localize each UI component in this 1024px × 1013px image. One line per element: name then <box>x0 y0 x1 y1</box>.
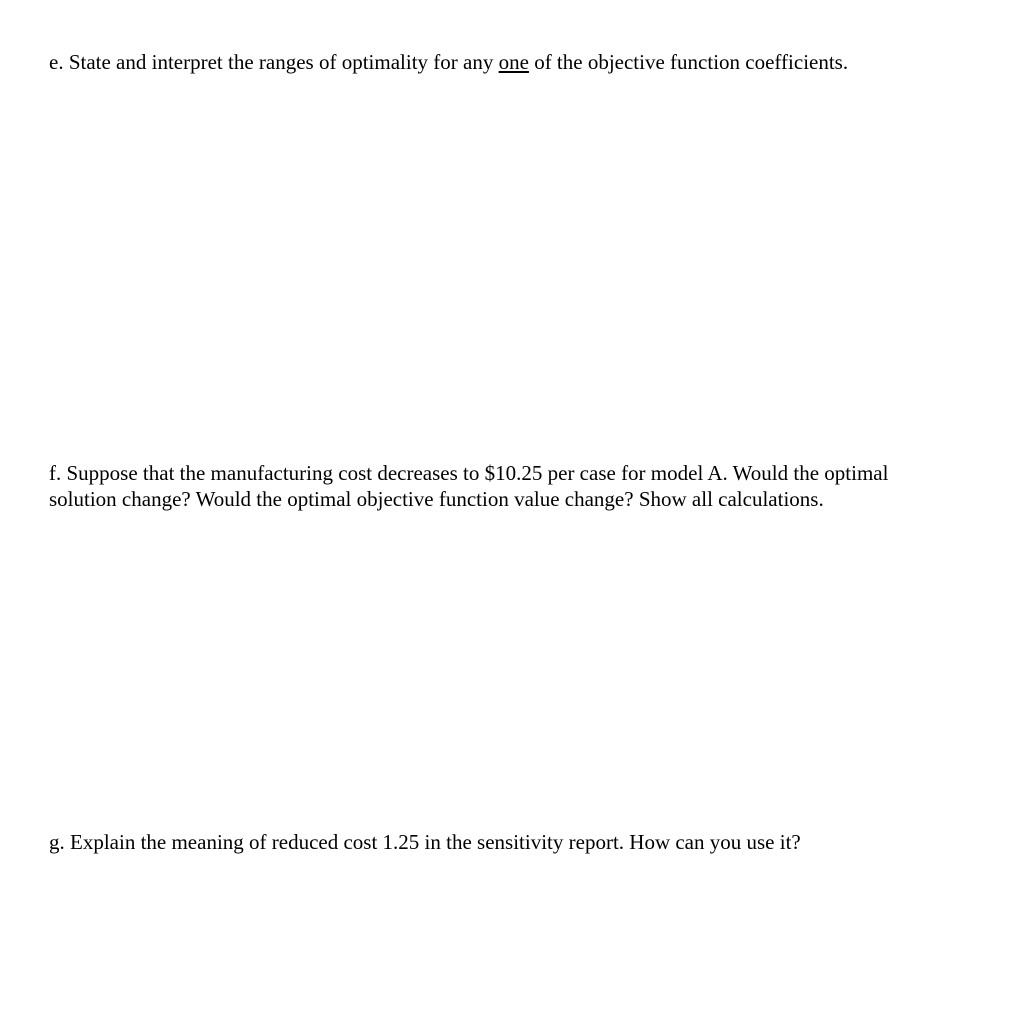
question-f-line-1: f. Suppose that the manufacturing cost decreases to $10.25 per case for model A. Would the optimal <box>49 461 889 485</box>
question-e-text-end: of the objective function coefficients. <box>528 50 849 74</box>
question-f <box>49 460 969 512</box>
question-g-text: g. Explain the meaning of reduced cost 1.25 in the sensitivity report. How can you use it? <box>49 830 801 854</box>
question-e-text-start: e. State and interpret the ranges of optimality for any <box>49 50 499 74</box>
question-e-emphasis: one <box>498 50 529 74</box>
question-e <box>49 49 969 75</box>
question-g <box>49 829 969 855</box>
question-f-line-2: solution change? Would the optimal objective function value change? Show all calculations. <box>49 487 824 511</box>
